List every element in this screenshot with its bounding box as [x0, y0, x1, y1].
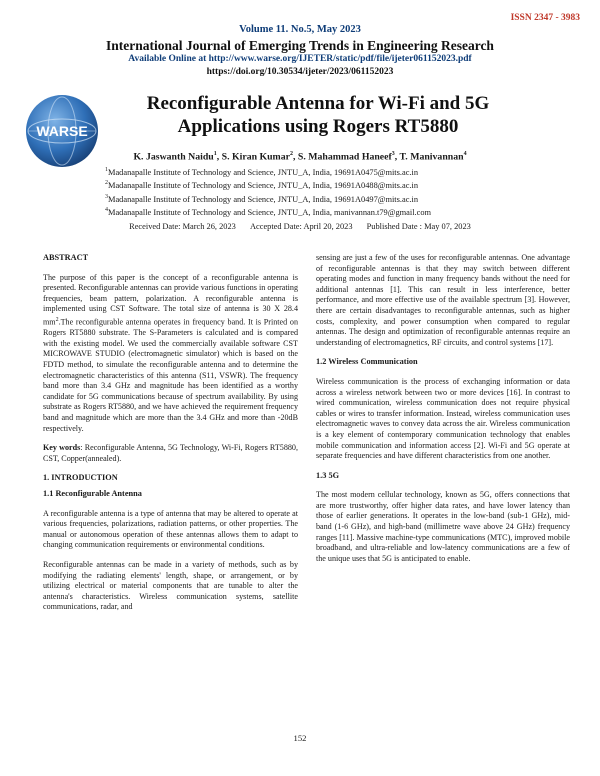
section-1-3-heading: 1.3 5G	[316, 470, 340, 480]
author-4: T. Manivannan	[399, 151, 464, 163]
affiliation-1: $^1$Madanapalle Institute of Technology and Science, JNTU_A, India, 19691A0475@mits.ac.in	[105, 167, 419, 177]
keywords: Key words: Reconfigurable Antenna, 5G Technology, Wi-Fi, Rogers RT5880, CST, Copper(annealed).	[43, 443, 298, 463]
title-line-1: Reconfigurable Antenna for Wi-Fi and 5G	[146, 93, 490, 114]
journal-title: International Journal of Emerging Trends in Engineering Research	[106, 38, 494, 53]
received-date: Received Date: March 26, 2023	[129, 222, 236, 231]
abstract-text: The purpose of this paper is the concept of a reconfigurable antenna is presented. Reconfigurable antennas can provide various functions in operating frequencies, beam pattern, polarization. A reconfigurable antenna is implemented using CST Software. The total size of antenna is 30 X 28.4 $mm^2.The$ reconfigurable antenna operates in frequency band. It is Printed on Rogers RT5880 substrate. The S-Parameters is calculated and is compared with the existing model. We used the commercially available software CST MICROWAVE STUDIO (electromagnetic simulator) which is based on the FDTD method, to simulate the reconfigurable antenna and to determine the electromagnetic characteristics of this antenna (S11, VSWR). The frequency band more than 3.4 GHz and magnitude has been identified as a worthy candidate for 5G communications because of spectrum availability. By using substrate as Rogers RT5880, and we have achieved the requirement frequency band and magnitude which are more than the 3.4 GHz and more than -20dB respectively.	[43, 272, 298, 433]
issn: ISSN 2347 - 3983	[510, 13, 580, 23]
accepted-date: Accepted Date: April 20, 2023	[249, 222, 353, 231]
section-1-2-heading: 1.2 Wireless Communication	[316, 357, 418, 367]
logo-text: WARSE	[36, 123, 88, 139]
affiliation-2: $^2$Madanapalle Institute of Technology and Science, JNTU_A, India, 19691A0488@mits.ac.in	[105, 180, 419, 191]
author-2: S. Kiran Kumar	[221, 151, 290, 163]
paragraph-1-2: Wireless communication is the process of exchanging information or data across a wireless network between two or more devices [16]. In contrast to wired communication, wireless communication does not require physical cables or wires to transfer information. Instead, wireless communication uses electromagnetic waves to convey data across the air. Wireless communication is a key element of contemporary communication technology that enables mobile communication and information access [2]. Wi-Fi and 5G operate at separate frequencies and have different characteristics from one another.	[316, 376, 570, 461]
paragraph-1-1-b: Reconfigurable antennas can be made in a variety of methods, such as by modifying the radiating elements' length, shape, or arrangement, or by utilizing electrical or material components that are tunable to alter the antenna's characteristics. Wireless communication systems, satellite communications, radar, and	[43, 559, 298, 612]
paper-title	[108, 92, 528, 138]
page-number: 152	[293, 733, 307, 743]
affiliations	[105, 165, 545, 218]
author-list: K. Jaswanth Naidu$^1$, S. Kiran Kumar$^2$, S. Mahammad Haneef$^3$, T. Manivannan$^4$	[133, 151, 467, 163]
affiliation-4: $^4$Madanapalle Institute of Technology and Science, JNTU_A, India, manivannan.t79@gmail.com	[105, 206, 432, 217]
published-date: Published Date : May 07, 2023	[366, 222, 471, 231]
dates-line	[0, 222, 600, 231]
paragraph-1-1-a: A reconfigurable antenna is a type of antenna that may be altered to operate at various frequencies, polarizations, radiation patterns, or other properties. The manual or autonomous operation of these antennas allows them to adapt to changing communication requirements or environmental conditions.	[43, 508, 298, 550]
doi-link[interactable]: https://doi.org/10.30534/ijeter/2023/061152023	[206, 67, 394, 77]
author-3: S. Mahammad Haneef	[297, 151, 392, 163]
paragraph-1-1-c: sensing are just a few of the uses for reconfigurable antennas. One advantage of reconfigurable antennas is that they may switch between different operating modes and function in many frequency bands without the need for additional antennas [1]. This can result in less interference, better performance, and more effective use of the available spectrum [3]. However, there are certain disadvantages to reconfigurable antennas, such as higher costs, complexity, and power consumption when compared to regular antennas. The design and optimization of reconfigurable antennas require an understanding of electromagnetics, RF circuits, and control systems [17].	[316, 253, 570, 347]
affiliation-3: $^3$Madanapalle Institute of Technology and Science, JNTU_A, India, 19691A0497@mits.ac.in	[105, 193, 419, 204]
right-column	[316, 253, 570, 573]
left-column	[43, 253, 298, 622]
abstract-heading: ABSTRACT	[43, 253, 89, 262]
author-1: K. Jaswanth Naidu	[133, 151, 214, 163]
title-line-2: Applications using Rogers RT5880	[177, 116, 459, 137]
intro-heading: 1. INTRODUCTION	[43, 473, 118, 483]
section-1-1-heading: 1.1 Reconfigurable Antenna	[43, 488, 142, 498]
paragraph-1-3: The most modern cellular technology, known as 5G, offers connections that are more trustworthy, offer higher data rates, and have lower latency than those of earlier generations. It operates in the low-band (sub-1 GHz), mid-band (1-6 GHz), and high-band (millimetre wave above 24 GHz) frequency ranges [11]. Massive machine-type communications (MTC), improved mobile broadband, and ultra-reliable and low-latency communications are a few of the unique uses that 5G is anticipated to enable.	[316, 490, 570, 563]
available-online-link[interactable]: Available Online at http://www.warse.org/IJETER/static/pdf/file/ijeter061152023.pdf	[128, 54, 472, 64]
volume-line: Volume 11. No.5, May 2023	[239, 24, 361, 35]
